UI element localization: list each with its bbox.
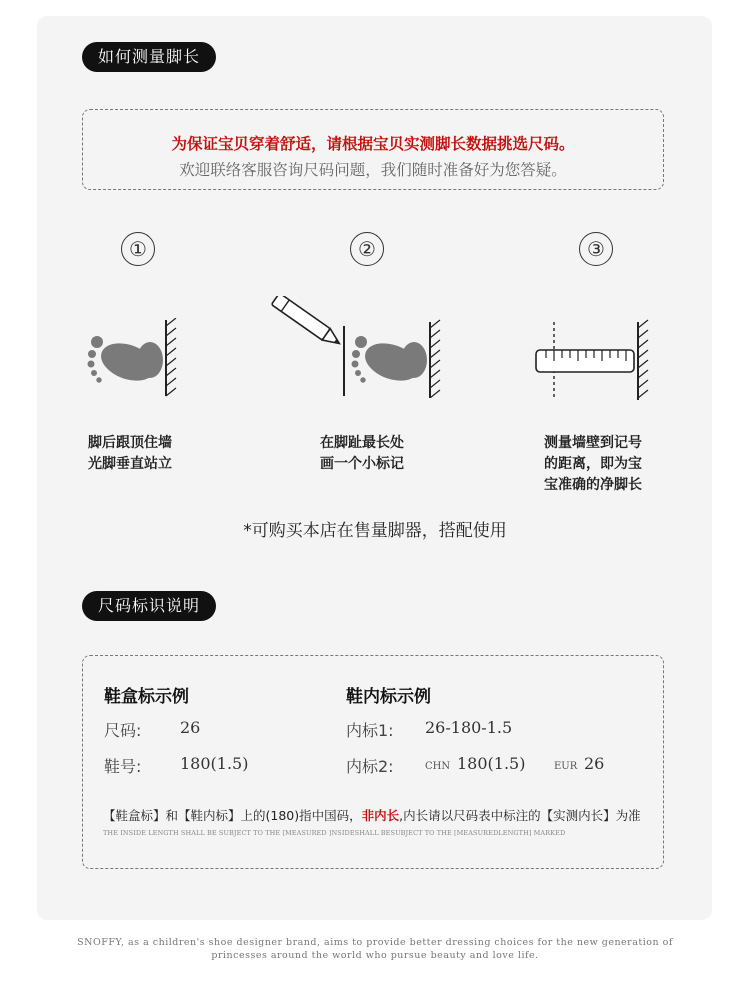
step-3-text xyxy=(544,433,664,496)
notice-red-text: 为保证宝贝穿着舒适，请根据宝贝实测脚长数据挑选尺码。 xyxy=(171,135,575,153)
inner1-label: 内标1: xyxy=(346,721,394,740)
inner1-value: 26-180-1.5 xyxy=(425,718,513,737)
explanation-part-b: ,内长请以尺码表中标注的【实测内长】为准 xyxy=(399,808,641,823)
box-size-label: 尺码: xyxy=(104,721,142,740)
footer-line-1: SNOFFY, as a children's shoe designer brand, aims to provide better dressing choices for the new generation of xyxy=(77,937,673,948)
step-3-number: ③ xyxy=(579,232,613,266)
box-shoe-label: 鞋号: xyxy=(104,757,142,776)
brand-footer xyxy=(0,936,750,962)
inner2-eur-value: 26 xyxy=(584,754,605,773)
step-3-line-3: 宝准确的净脚长 xyxy=(544,477,642,493)
box-size-value: 26 xyxy=(180,718,201,737)
step-2-number: ② xyxy=(350,232,384,266)
notice-gray-text: 欢迎联络客服咨询尺码问题，我们随时准备好为您答疑。 xyxy=(179,161,567,179)
box-shoe-value: 180(1.5) xyxy=(180,754,249,773)
inner2-chn-tag: CHN xyxy=(425,761,451,772)
step-1-text xyxy=(88,433,208,475)
section-title-how-to-measure: 如何测量脚长 xyxy=(82,42,216,72)
step-2-line-2: 画一个小标记 xyxy=(320,456,404,472)
inner-label-title: 鞋内标示例 xyxy=(346,687,431,707)
step-3-line-2: 的距离，即为宝 xyxy=(544,456,642,472)
step-1-number: ① xyxy=(121,232,155,266)
shoebox-label-title: 鞋盒标示例 xyxy=(104,687,189,707)
pencil-mark-icon xyxy=(270,296,450,398)
explanation-part-a: 【鞋盒标】和【鞋内标】上的(180)指中国码， xyxy=(103,808,362,823)
step-2-text xyxy=(320,433,440,475)
section-title-size-labels: 尺码标识说明 xyxy=(82,591,216,621)
explanation-highlight: 非内长 xyxy=(361,808,400,823)
inner2-label: 内标2: xyxy=(346,757,394,776)
foot-against-wall-icon xyxy=(80,318,190,398)
measuring-tool-note: *可购买本店在售量脚器，搭配使用 xyxy=(243,521,507,541)
inner2-value: 180(1.5) xyxy=(457,754,526,773)
ruler-measure-icon xyxy=(528,318,658,402)
step-1-line-1: 脚后跟顶住墙 xyxy=(88,435,172,451)
step-3-line-1: 测量墙壁到记号 xyxy=(544,435,642,451)
step-2-line-1: 在脚趾最长处 xyxy=(320,435,404,451)
footer-line-2: princesses around the world who pursue beauty and love life. xyxy=(211,950,539,961)
size-explanation xyxy=(103,806,641,824)
notice-box xyxy=(82,109,664,190)
step-1-line-2: 光脚垂直站立 xyxy=(88,456,172,472)
size-explanation-english: THE INSIDE LENGTH SHALL BE SUBJECT TO THE [MEASURED ]NSIDESHALL BESUBJECT TO THE [MEASUREDLENGTH] MARKED xyxy=(103,829,566,837)
inner2-eur-tag: EUR xyxy=(554,761,578,772)
